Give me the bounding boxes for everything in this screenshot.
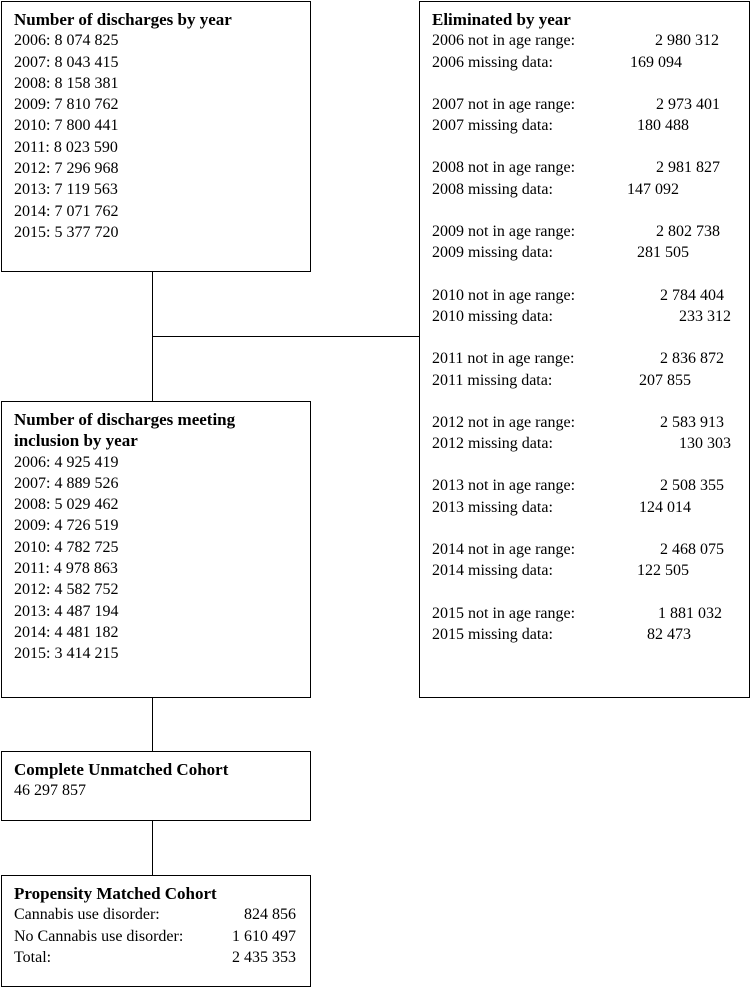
eliminated-missing-data-row bbox=[432, 624, 749, 645]
eliminated-not-in-age-range-row bbox=[432, 221, 749, 242]
eliminated-not-in-age-range-row-label: 2012 not in age range: bbox=[432, 413, 576, 431]
eliminated-not-in-age-range-row bbox=[432, 30, 749, 51]
discharges-year-line: 2009: 7 810 762 bbox=[14, 96, 119, 114]
eliminated-by-year-box bbox=[419, 1, 750, 698]
meeting-inclusion-year-line: 2013: 4 487 194 bbox=[14, 602, 119, 620]
eliminated-not-in-age-range-row-value: 2 980 312 bbox=[655, 32, 719, 50]
eliminated-missing-data-row-value: 147 092 bbox=[627, 180, 679, 198]
group-spacer bbox=[432, 582, 749, 603]
meeting-inclusion-year-line: 2009: 4 726 519 bbox=[14, 517, 119, 535]
discharges-year-line: 2013: 7 119 563 bbox=[14, 181, 118, 199]
meeting-inclusion-year-line: 2010: 4 782 725 bbox=[14, 538, 119, 556]
eliminated-not-in-age-range-row-label: 2009 not in age range: bbox=[432, 223, 576, 241]
meeting-inclusion-year-line: 2006: 4 925 419 bbox=[14, 453, 119, 471]
matched-cohort-row-label: No Cannabis use disorder: bbox=[14, 927, 184, 945]
matched-cohort-box bbox=[1, 875, 311, 987]
eliminated-missing-data-row-value: 233 312 bbox=[679, 307, 731, 325]
eliminated-missing-data-row bbox=[432, 497, 749, 518]
eliminated-missing-data-row-label: 2011 missing data: bbox=[432, 371, 553, 389]
eliminated-not-in-age-range-row bbox=[432, 285, 749, 306]
group-spacer bbox=[432, 136, 749, 157]
eliminated-missing-data-row bbox=[432, 179, 749, 200]
eliminated-not-in-age-range-row bbox=[432, 475, 749, 496]
connector-to-eliminated bbox=[152, 336, 419, 337]
eliminated-not-in-age-range-row-value: 2 784 404 bbox=[660, 286, 724, 304]
eliminated-not-in-age-range-row-label: 2014 not in age range: bbox=[432, 541, 576, 559]
eliminated-not-in-age-range-row-value: 2 973 401 bbox=[656, 95, 720, 113]
discharges-by-year-list bbox=[14, 30, 310, 243]
discharges-year-line: 2012: 7 296 968 bbox=[14, 160, 119, 178]
eliminated-not-in-age-range-row-value: 2 508 355 bbox=[660, 477, 724, 495]
group-spacer bbox=[432, 200, 749, 221]
eliminated-missing-data-row-label: 2015 missing data: bbox=[432, 625, 553, 643]
eliminated-not-in-age-range-row-label: 2007 not in age range: bbox=[432, 95, 576, 113]
matched-cohort-row-value: 2 435 353 bbox=[232, 948, 296, 966]
matched-cohort-list bbox=[14, 904, 310, 968]
meeting-inclusion-year-line: 2008: 5 029 462 bbox=[14, 496, 119, 514]
eliminated-missing-data-row bbox=[432, 115, 749, 136]
eliminated-missing-data-row-label: 2012 missing data: bbox=[432, 435, 553, 453]
eliminated-not-in-age-range-row-value: 2 981 827 bbox=[656, 159, 720, 177]
eliminated-not-in-age-range-row-label: 2010 not in age range: bbox=[432, 286, 576, 304]
discharges-year-line: 2008: 8 158 381 bbox=[14, 74, 119, 92]
eliminated-not-in-age-range-row bbox=[432, 603, 749, 624]
group-spacer bbox=[432, 454, 749, 475]
discharges-year-line: 2007: 8 043 415 bbox=[14, 53, 119, 71]
eliminated-missing-data-row-label: 2006 missing data: bbox=[432, 53, 553, 71]
discharges-year-line: 2006: 8 074 825 bbox=[14, 32, 119, 50]
eliminated-not-in-age-range-row-value: 2 583 913 bbox=[660, 413, 724, 431]
eliminated-not-in-age-range-row bbox=[432, 157, 749, 178]
eliminated-missing-data-row-label: 2013 missing data: bbox=[432, 498, 553, 516]
unmatched-cohort-title: Complete Unmatched Cohort bbox=[14, 760, 229, 779]
eliminated-missing-data-row bbox=[432, 52, 749, 73]
discharges-year-line: 2015: 5 377 720 bbox=[14, 223, 119, 241]
eliminated-missing-data-row bbox=[432, 370, 749, 391]
unmatched-cohort-value: 46 297 857 bbox=[14, 782, 86, 800]
eliminated-missing-data-row-label: 2008 missing data: bbox=[432, 180, 553, 198]
group-spacer bbox=[432, 391, 749, 412]
meeting-inclusion-title-line2: inclusion by year bbox=[14, 431, 138, 451]
group-spacer bbox=[432, 518, 749, 539]
eliminated-not-in-age-range-row-value: 2 836 872 bbox=[660, 350, 724, 368]
discharges-by-year-title: Number of discharges by year bbox=[14, 10, 232, 29]
eliminated-missing-data-row-value: 130 303 bbox=[679, 435, 731, 453]
discharges-by-year-box bbox=[1, 1, 311, 272]
discharges-year-line: 2010: 7 800 441 bbox=[14, 117, 119, 135]
eliminated-missing-data-row-value: 207 855 bbox=[639, 371, 691, 389]
connector-meeting-to-unmatched bbox=[152, 697, 153, 752]
meeting-inclusion-year-line: 2007: 4 889 526 bbox=[14, 474, 119, 492]
eliminated-not-in-age-range-row-value: 2 802 738 bbox=[656, 223, 720, 241]
unmatched-cohort-box bbox=[1, 751, 311, 821]
eliminated-missing-data-row-label: 2014 missing data: bbox=[432, 562, 553, 580]
eliminated-not-in-age-range-row-label: 2006 not in age range: bbox=[432, 32, 576, 50]
matched-cohort-row-label: Cannabis use disorder: bbox=[14, 906, 160, 924]
meeting-inclusion-year-line: 2014: 4 481 182 bbox=[14, 623, 119, 641]
eliminated-missing-data-row-value: 180 488 bbox=[637, 117, 689, 135]
eliminated-not-in-age-range-row-value: 1 881 032 bbox=[658, 604, 722, 622]
eliminated-missing-data-row-label: 2007 missing data: bbox=[432, 117, 553, 135]
matched-cohort-row bbox=[14, 947, 310, 968]
matched-cohort-row-value: 1 610 497 bbox=[232, 927, 296, 945]
eliminated-not-in-age-range-row-label: 2011 not in age range: bbox=[432, 350, 575, 368]
group-spacer bbox=[432, 327, 749, 348]
matched-cohort-title: Propensity Matched Cohort bbox=[14, 884, 217, 903]
eliminated-missing-data-row-value: 169 094 bbox=[630, 53, 682, 71]
discharges-year-line: 2014: 7 071 762 bbox=[14, 202, 119, 220]
group-spacer bbox=[432, 73, 749, 94]
eliminated-not-in-age-range-row-label: 2008 not in age range: bbox=[432, 159, 576, 177]
eliminated-not-in-age-range-row bbox=[432, 539, 749, 560]
matched-cohort-row-value: 824 856 bbox=[244, 906, 296, 924]
meeting-inclusion-year-line: 2011: 4 978 863 bbox=[14, 560, 118, 578]
meeting-inclusion-title-line1: Number of discharges meeting bbox=[14, 410, 236, 429]
eliminated-missing-data-row-value: 82 473 bbox=[647, 625, 691, 643]
meeting-inclusion-box bbox=[1, 401, 311, 698]
eliminated-not-in-age-range-row-value: 2 468 075 bbox=[660, 541, 724, 559]
eliminated-not-in-age-range-row-label: 2013 not in age range: bbox=[432, 477, 576, 495]
eliminated-missing-data-row-label: 2010 missing data: bbox=[432, 307, 553, 325]
eliminated-not-in-age-range-row bbox=[432, 348, 749, 369]
discharges-year-line: 2011: 8 023 590 bbox=[14, 138, 118, 156]
eliminated-missing-data-row bbox=[432, 242, 749, 263]
matched-cohort-row-label: Total: bbox=[14, 948, 52, 966]
eliminated-missing-data-row-label: 2009 missing data: bbox=[432, 244, 553, 262]
eliminated-by-year-title: Eliminated by year bbox=[432, 10, 571, 29]
eliminated-missing-data-row bbox=[432, 433, 749, 454]
group-spacer bbox=[432, 264, 749, 285]
meeting-inclusion-year-line: 2012: 4 582 752 bbox=[14, 581, 119, 599]
eliminated-not-in-age-range-row bbox=[432, 94, 749, 115]
eliminated-missing-data-row bbox=[432, 306, 749, 327]
connector-unmatched-to-matched bbox=[152, 820, 153, 876]
eliminated-not-in-age-range-row bbox=[432, 412, 749, 433]
eliminated-missing-data-row-value: 124 014 bbox=[639, 498, 691, 516]
eliminated-by-year-list bbox=[432, 30, 749, 645]
matched-cohort-row bbox=[14, 904, 310, 925]
meeting-inclusion-list bbox=[14, 452, 310, 665]
eliminated-missing-data-row-value: 122 505 bbox=[637, 562, 689, 580]
eliminated-missing-data-row-value: 281 505 bbox=[637, 244, 689, 262]
meeting-inclusion-year-line: 2015: 3 414 215 bbox=[14, 645, 119, 663]
eliminated-not-in-age-range-row-label: 2015 not in age range: bbox=[432, 604, 576, 622]
matched-cohort-row bbox=[14, 926, 310, 947]
eliminated-missing-data-row bbox=[432, 560, 749, 581]
